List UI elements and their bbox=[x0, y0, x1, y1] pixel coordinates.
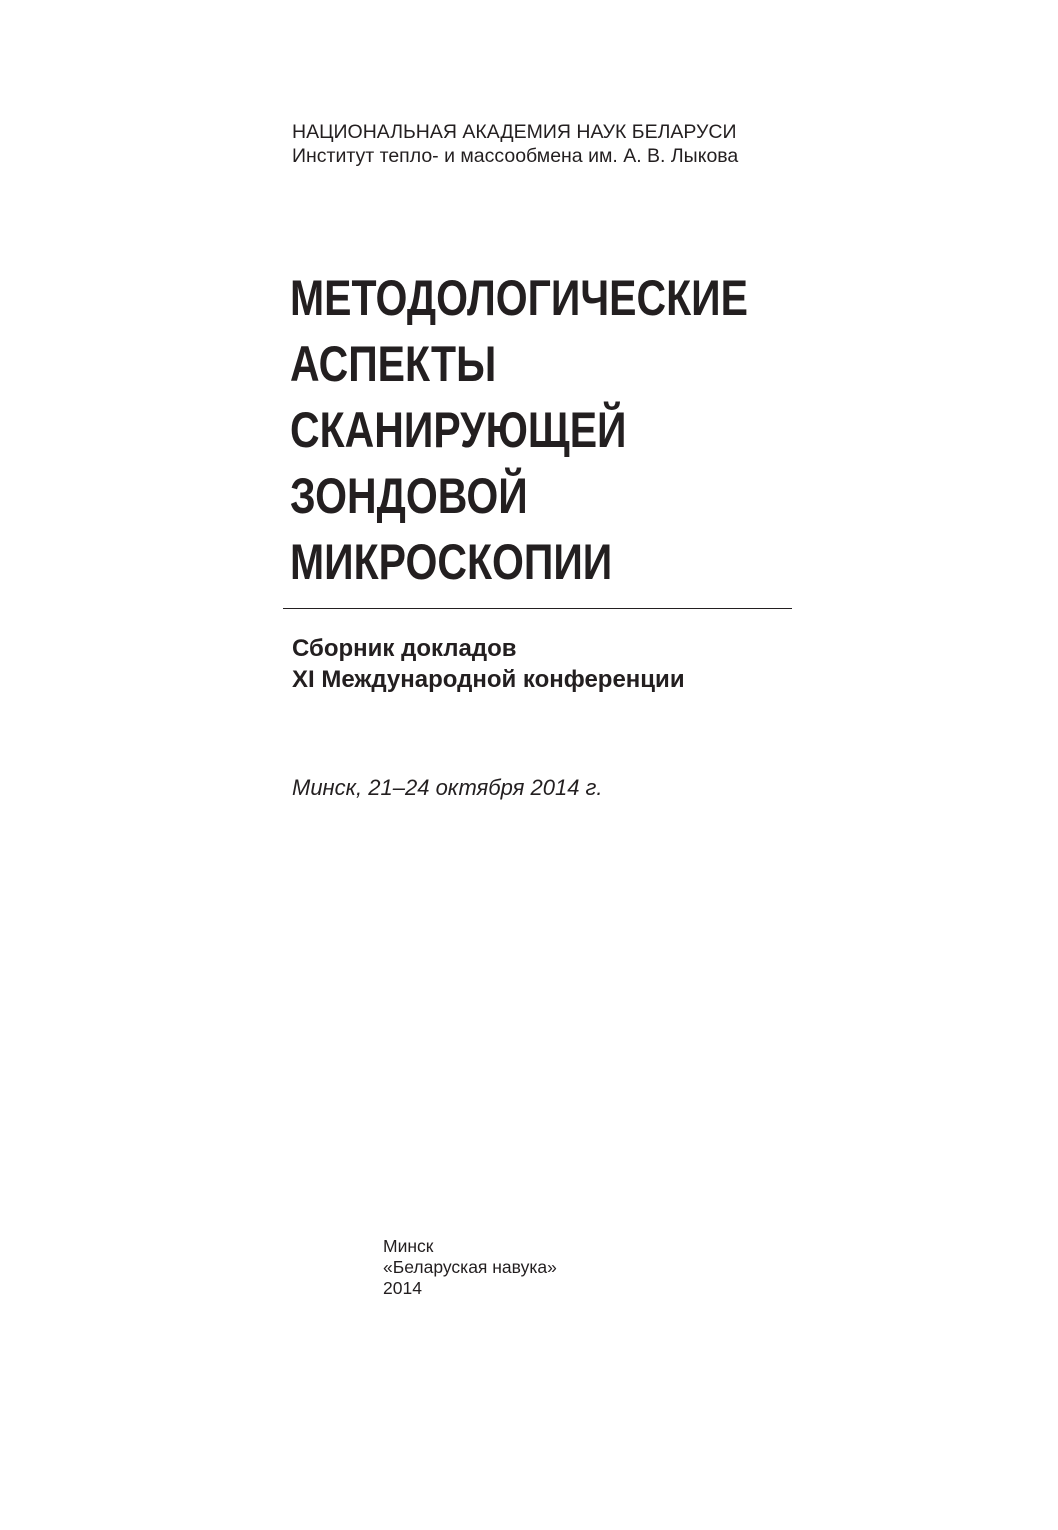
book-subtitle bbox=[292, 633, 992, 695]
place-and-date: Минск, 21–24 октября 2014 г. bbox=[292, 775, 603, 800]
imprint-publisher: «Беларуская навука» bbox=[383, 1257, 557, 1277]
organization-name: НАЦИОНАЛЬНАЯ АКАДЕМИЯ НАУК БЕЛАРУСИ bbox=[292, 121, 737, 143]
imprint bbox=[383, 1236, 683, 1299]
title-line: ЗОНДОВОЙ bbox=[290, 468, 528, 524]
title-line: МЕТОДОЛОГИЧЕСКИЕ bbox=[290, 270, 748, 326]
imprint-year: 2014 bbox=[383, 1278, 422, 1298]
title-divider bbox=[283, 608, 792, 609]
header bbox=[292, 120, 912, 168]
subtitle-line: XI Международной конференции bbox=[292, 666, 685, 693]
title-line: МИКРОСКОПИИ bbox=[290, 534, 613, 590]
institute-name: Институт тепло- и массообмена им. А. В. Лыкова bbox=[292, 145, 739, 167]
imprint-city: Минск bbox=[383, 1236, 434, 1256]
subtitle-line: Сборник докладов bbox=[292, 635, 517, 662]
title-line: АСПЕКТЫ bbox=[290, 336, 497, 392]
title-line: СКАНИРУЮЩЕЙ bbox=[290, 402, 627, 458]
book-title bbox=[290, 265, 990, 595]
